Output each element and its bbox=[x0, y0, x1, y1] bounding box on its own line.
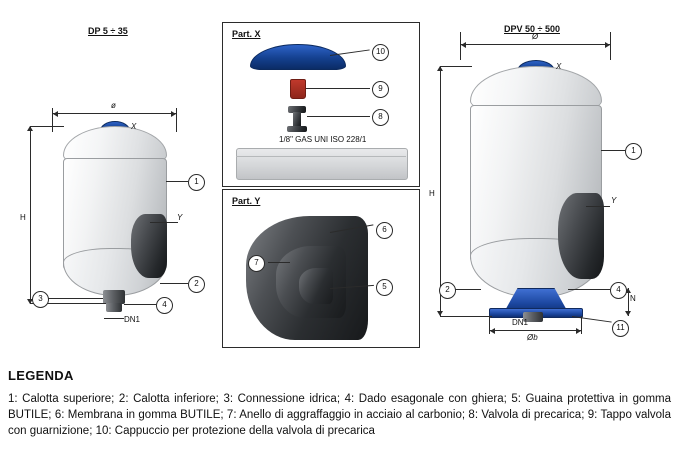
right-dim-height-ext-bottom bbox=[440, 316, 492, 317]
right-dim-n-arrow-bottom bbox=[625, 311, 631, 316]
part-y-callout-6: 6 bbox=[376, 222, 393, 239]
part-x-callout-9-leader bbox=[306, 88, 370, 89]
left-panel-title: DP 5 ÷ 35 bbox=[88, 26, 128, 36]
part-y-callout-5: 5 bbox=[376, 279, 393, 296]
left-connection-label: DN1 bbox=[124, 315, 141, 324]
left-dim-diameter-label: ø bbox=[111, 101, 116, 110]
left-tank-water-connection bbox=[103, 290, 125, 304]
right-callout-4-leader bbox=[568, 289, 610, 290]
part-y-callout-7-leader bbox=[268, 262, 290, 263]
left-dim-height-line bbox=[30, 126, 31, 304]
left-dim-diameter-ext-right bbox=[176, 108, 177, 132]
left-dim-height-label: H bbox=[20, 213, 26, 222]
right-detail-y-leader bbox=[586, 206, 610, 207]
left-detail-y-label: Y bbox=[177, 213, 183, 222]
right-callout-11-leader bbox=[572, 316, 612, 323]
part-x-callout-9: 9 bbox=[372, 81, 389, 98]
part-y-title: Part. Y bbox=[232, 196, 261, 206]
part-x-title: Part. X bbox=[232, 29, 261, 39]
left-callout-4: 4 bbox=[156, 297, 173, 314]
left-tank-membrane-detail bbox=[131, 214, 167, 278]
left-callout-2-leader bbox=[160, 283, 188, 284]
legend-title: LEGENDA bbox=[8, 368, 74, 383]
left-callout-1-leader bbox=[166, 181, 188, 182]
left-dim-diameter-line bbox=[52, 113, 176, 114]
left-dim-height-ext-top bbox=[30, 126, 64, 127]
right-callout-11: 11 bbox=[612, 320, 629, 337]
left-dim-diameter-arrow-right bbox=[171, 111, 176, 117]
right-detail-x-label: X bbox=[556, 62, 562, 71]
right-callout-4: 4 bbox=[610, 282, 627, 299]
part-x-valve-nut bbox=[287, 126, 307, 132]
right-callout-1: 1 bbox=[625, 143, 642, 160]
part-y-callout-7: 7 bbox=[248, 255, 265, 272]
right-dim-height-line bbox=[440, 66, 441, 316]
part-x-shell-contour bbox=[236, 156, 406, 157]
left-dim-diameter-arrow-left bbox=[53, 111, 58, 117]
right-dim-base-arrow-right bbox=[576, 328, 581, 334]
part-x-callout-8-leader bbox=[307, 116, 370, 117]
left-connection-leader bbox=[104, 318, 124, 319]
part-x-valve-cap bbox=[290, 79, 306, 99]
left-callout-3: 3 bbox=[32, 291, 49, 308]
right-callout-1-leader bbox=[601, 150, 625, 151]
left-tank-hex-nut bbox=[106, 303, 122, 312]
right-dim-base-line bbox=[489, 330, 581, 331]
left-callout-1: 1 bbox=[188, 174, 205, 191]
right-connection-label: DN1 bbox=[512, 318, 529, 327]
legend-section bbox=[8, 368, 671, 439]
left-detail-x-label: X bbox=[131, 122, 137, 131]
right-callout-2-leader bbox=[455, 289, 481, 290]
right-dim-base-ext-right bbox=[581, 316, 582, 334]
left-detail-y-leader bbox=[150, 222, 178, 223]
right-dim-n-label: N bbox=[630, 294, 636, 303]
left-callout-2: 2 bbox=[188, 276, 205, 293]
part-x-shell-plate bbox=[236, 148, 408, 180]
part-y-sheath-section bbox=[299, 268, 333, 304]
right-dim-base-label: Øb bbox=[527, 333, 538, 342]
right-dim-height-label: H bbox=[429, 189, 435, 198]
part-x-thread-label: 1/8" GAS UNI ISO 228/1 bbox=[279, 135, 367, 144]
right-panel-title: DPV 50 ÷ 500 bbox=[504, 24, 560, 34]
right-detail-y-label: Y bbox=[611, 196, 617, 205]
part-x-callout-8: 8 bbox=[372, 109, 389, 126]
right-dim-diameter-label: Ø bbox=[532, 32, 539, 41]
right-callout-2: 2 bbox=[439, 282, 456, 299]
right-dim-diameter-arrow-left bbox=[461, 42, 466, 48]
right-dim-diameter-arrow-right bbox=[605, 42, 610, 48]
left-callout-3-leader bbox=[48, 298, 103, 299]
part-x-callout-10: 10 bbox=[372, 44, 389, 61]
right-dim-diameter-ext-right bbox=[610, 32, 611, 60]
left-callout-4-leader bbox=[124, 304, 156, 305]
legend-text: 1: Calotta superiore; 2: Calotta inferiore; 3: Connessione idrica; 4: Dado esagonale con ghiera; 5: Guaina protettiva in gomma BUTILE; 6: Membrana in gomma BUTILE; 7: Anello di aggraffaggio in acciaio al carbonio; 8: Valvola di precarica; 9: Tappo valvola con guarnizione; 10: Cappuccio per protezione della valvola di precarica bbox=[8, 393, 671, 437]
right-dim-diameter-line bbox=[460, 44, 610, 45]
right-dim-base-arrow-left bbox=[490, 328, 495, 334]
right-dim-height-ext-top bbox=[440, 66, 472, 67]
